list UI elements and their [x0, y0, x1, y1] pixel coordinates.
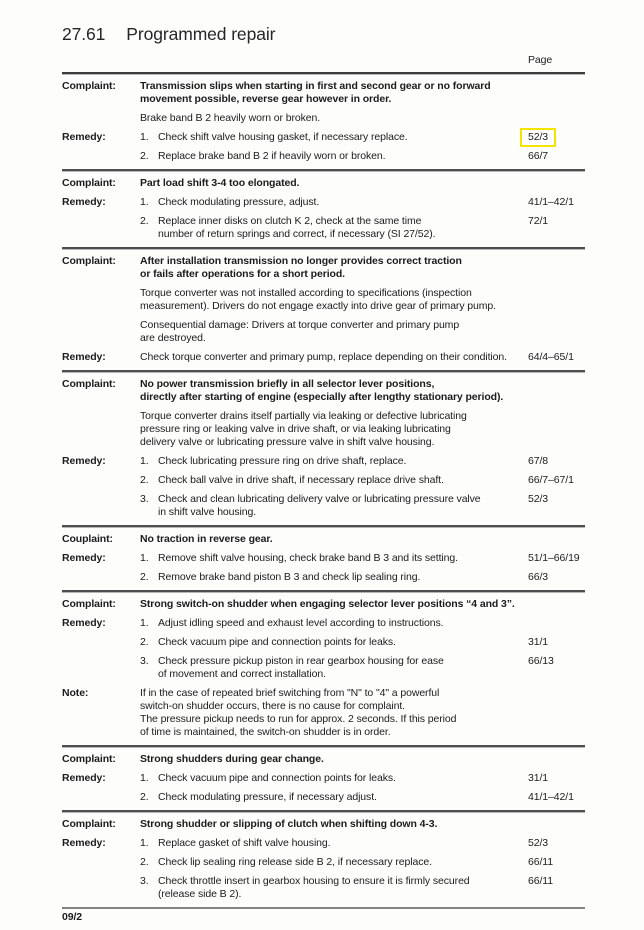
remedy-body: [140, 636, 585, 649]
remedy-text-line: Check modulating pressure, if necessary adjust.: [158, 791, 377, 803]
remedy-label: Remedy:: [62, 837, 106, 849]
remedy-body: [140, 351, 585, 364]
page-ref: 72/1: [528, 215, 549, 227]
remedy-number: 2.: [140, 571, 149, 583]
complaint-section: [62, 748, 585, 810]
remedy-label: Remedy:: [62, 131, 106, 143]
remedy-number: 1.: [140, 837, 149, 849]
page-ref: 66/11: [528, 856, 553, 868]
complaint-row: [62, 533, 585, 546]
complaint-text: [140, 753, 585, 766]
remedy-text-line: of movement and correct installation.: [158, 668, 326, 680]
remedy-body: [140, 552, 585, 565]
remedy-item: [62, 215, 585, 241]
remedy-text-line: (release side B 2).: [158, 888, 242, 900]
remedy-body: [140, 655, 585, 681]
remedy-item: [62, 131, 585, 144]
complaint-text-line: Part load shift 3-4 too elongated.: [140, 177, 300, 189]
remedy-text: [158, 474, 585, 487]
complaint-row: [62, 255, 585, 281]
complaint-section: [62, 75, 585, 169]
complaint-label: Complaint:: [62, 818, 116, 830]
remedy-body: [140, 837, 585, 850]
remedy-body: [140, 856, 585, 869]
complaint-remedy-table: [62, 75, 585, 907]
complaint-text-line: No traction in reverse gear.: [140, 533, 273, 545]
remedy-text: [158, 493, 585, 519]
cause-paragraph-row: [62, 319, 585, 345]
complaint-label: Complaint:: [62, 598, 116, 610]
remedy-number: 1.: [140, 455, 149, 467]
page-ref: 66/7–67/1: [528, 474, 574, 486]
remedy-number: 1.: [140, 552, 149, 564]
page-footer-code: 09/2: [62, 911, 83, 923]
note-text-line: of time is maintained, the switch-on shudder is in order.: [140, 726, 391, 738]
page-title: [62, 24, 585, 45]
complaint-label: Complaint:: [62, 753, 116, 765]
remedy-text-line: Check vacuum pipe and connection points for leaks.: [158, 636, 396, 648]
note-label: Note:: [62, 687, 89, 699]
remedy-body: [140, 215, 585, 241]
cause-paragraph-row: [62, 112, 585, 125]
remedy-body: [140, 875, 585, 901]
chapter-number: 27.61: [62, 24, 106, 44]
remedy-number: 2.: [140, 474, 149, 486]
remedy-item: [62, 837, 585, 850]
remedy-text: [158, 837, 585, 850]
cause-paragraph-line: Torque converter drains itself partially via leaking or defective lubricating: [140, 410, 467, 422]
remedy-text-line: Replace brake band B 2 if heavily worn or broken.: [158, 150, 386, 162]
remedy-text: [158, 772, 585, 785]
page-ref: 52/3: [528, 837, 549, 849]
page-ref: 31/1: [528, 636, 549, 648]
page-ref: 41/1–42/1: [528, 791, 574, 803]
cause-paragraph-line: pressure ring or leaking valve in drive shaft, or via leaking lubricating: [140, 423, 451, 435]
remedy-label: Remedy:: [62, 552, 106, 564]
complaint-text: [140, 818, 585, 831]
remedy-item: [62, 455, 585, 468]
chapter-title: Programmed repair: [126, 24, 276, 44]
remedy-text-line: Adjust idling speed and exhaust level according to instructions.: [158, 617, 444, 629]
complaint-row: [62, 177, 585, 190]
remedy-text: [140, 351, 585, 364]
remedy-item: [62, 474, 585, 487]
remedy-item: [62, 636, 585, 649]
complaint-text: [140, 378, 585, 404]
remedy-number: 1.: [140, 772, 149, 784]
complaint-text-line: movement possible, reverse gear however in order.: [140, 93, 392, 105]
remedy-text: [158, 791, 585, 804]
complaint-text-line: Strong shudders during gear change.: [140, 753, 324, 765]
remedy-text-line: Replace gasket of shift valve housing.: [158, 837, 331, 849]
bottom-divider: [62, 907, 585, 909]
complaint-text: [140, 177, 585, 190]
complaint-label: Complaint:: [62, 80, 116, 92]
remedy-text-line: Check ball valve in drive shaft, if necessary replace drive shaft.: [158, 474, 444, 486]
remedy-text: [158, 856, 585, 869]
page-ref: 67/8: [528, 455, 549, 467]
complaint-row: [62, 378, 585, 404]
complaint-text: [140, 255, 585, 281]
remedy-item: [62, 571, 585, 584]
cause-paragraph: [140, 410, 585, 449]
remedy-item: [62, 351, 585, 364]
complaint-label: Complaint:: [62, 378, 116, 390]
remedy-body: [140, 150, 585, 163]
remedy-body: [140, 196, 585, 209]
remedy-text-line: number of return springs and correct, if necessary (SI 27/52).: [158, 228, 436, 240]
remedy-number: 1.: [140, 131, 149, 143]
remedy-body: [140, 571, 585, 584]
cause-paragraph-row: [62, 287, 585, 313]
remedy-body: [140, 772, 585, 785]
note-text-line: If in the case of repeated brief switching from "N" to "4" a powerful: [140, 687, 440, 699]
complaint-section: [62, 813, 585, 907]
cause-paragraph-line: Brake band B 2 heavily worn or broken.: [140, 112, 321, 124]
remedy-item: [62, 196, 585, 209]
remedy-body: [140, 455, 585, 468]
complaint-text: [140, 533, 585, 546]
complaint-section: [62, 172, 585, 247]
remedy-text: [158, 617, 585, 630]
page-ref: 64/4–65/1: [528, 351, 574, 363]
remedy-text: [158, 196, 585, 209]
remedy-item: [62, 150, 585, 163]
remedy-body: [140, 474, 585, 487]
complaint-text-line: After installation transmission no longer provides correct traction: [140, 255, 462, 267]
remedy-text-line: Check throttle insert in gearbox housing to ensure it is firmly secured: [158, 875, 470, 887]
note-text-line: switch-on shudder occurs, there is no cause for complaint.: [140, 700, 405, 712]
remedy-number: 1.: [140, 196, 149, 208]
page-ref: 31/1: [528, 772, 549, 784]
remedy-body: [140, 493, 585, 519]
remedy-number: 2.: [140, 636, 149, 648]
remedy-label: Remedy:: [62, 351, 106, 363]
remedy-text: [158, 552, 585, 565]
note-text-line: The pressure pickup needs to run for approx. 2 seconds. If this period: [140, 713, 457, 725]
remedy-item: [62, 655, 585, 681]
complaint-text-line: Strong shudder or slipping of clutch when shifting down 4-3.: [140, 818, 438, 830]
cause-paragraph-line: are destroyed.: [140, 332, 206, 344]
remedy-label: Remedy:: [62, 772, 106, 784]
complaint-section: [62, 593, 585, 745]
cause-paragraph: [140, 319, 585, 345]
complaint-row: [62, 80, 585, 106]
complaint-section: [62, 250, 585, 370]
remedy-item: [62, 875, 585, 901]
note-text: [140, 687, 585, 739]
complaint-text: [140, 598, 585, 611]
complaint-section: [62, 528, 585, 590]
remedy-text: [158, 571, 585, 584]
cause-paragraph-line: delivery valve or lubricating pressure valve in shift valve housing.: [140, 436, 435, 448]
remedy-text: [158, 636, 585, 649]
complaint-row: [62, 598, 585, 611]
remedy-item: [62, 552, 585, 565]
note-row: [62, 687, 585, 739]
page-ref: 52/3: [528, 493, 549, 505]
remedy-item: [62, 772, 585, 785]
remedy-text-line: in shift valve housing.: [158, 506, 257, 518]
remedy-item: [62, 493, 585, 519]
page-ref: 66/11: [528, 875, 553, 887]
page-ref: [528, 131, 556, 144]
remedy-text-line: Check pressure pickup piston in rear gearbox housing for ease: [158, 655, 444, 667]
remedy-item: [62, 791, 585, 804]
remedy-number: 1.: [140, 617, 149, 629]
remedy-text-line: Check modulating pressure, adjust.: [158, 196, 320, 208]
remedy-number: 2.: [140, 791, 149, 803]
remedy-text: [158, 655, 585, 681]
remedy-label: Remedy:: [62, 617, 106, 629]
complaint-section: [62, 373, 585, 525]
remedy-text-line: Replace inner disks on clutch K 2, check at the same time: [158, 215, 422, 227]
page-column-header: Page: [528, 54, 553, 66]
cause-paragraph-line: Consequential damage: Drivers at torque converter and primary pump: [140, 319, 460, 331]
remedy-text-line: Check torque converter and primary pump, replace depending on their condition.: [140, 351, 507, 363]
remedy-number: 2.: [140, 215, 149, 227]
complaint-text-line: Strong switch-on shudder when engaging selector lever positions “4 and 3”.: [140, 598, 515, 610]
remedy-text: [158, 215, 585, 241]
cause-paragraph-row: [62, 410, 585, 449]
cause-paragraph: [140, 287, 585, 313]
complaint-label: Couplaint:: [62, 533, 113, 545]
remedy-item: [62, 856, 585, 869]
page-ref: 66/7: [528, 150, 549, 162]
complaint-label: Complaint:: [62, 255, 116, 267]
page-ref: 66/13: [528, 655, 554, 667]
page-ref: 51/1–66/19: [528, 552, 580, 564]
cause-paragraph: [140, 112, 585, 125]
remedy-text-line: Remove brake band piston B 3 and check lip sealing ring.: [158, 571, 421, 583]
remedy-number: 2.: [140, 856, 149, 868]
complaint-text: [140, 80, 585, 106]
remedy-label: Remedy:: [62, 196, 106, 208]
remedy-number: 3.: [140, 875, 149, 887]
remedy-number: 2.: [140, 150, 149, 162]
remedy-text-line: Check lip sealing ring release side B 2, if necessary replace.: [158, 856, 432, 868]
complaint-text-line: Transmission slips when starting in first and second gear or no forward: [140, 80, 491, 92]
remedy-body: [140, 131, 585, 144]
remedy-text-line: Remove shift valve housing, check brake band B 3 and its setting.: [158, 552, 458, 564]
remedy-text: [158, 150, 585, 163]
cause-paragraph-line: Torque converter was not installed according to specifications (inspection: [140, 287, 472, 299]
complaint-text-line: or fails after operations for a short period.: [140, 268, 345, 280]
complaint-text-line: directly after starting of engine (especially after lengthy stationary period).: [140, 391, 504, 403]
page-content: [62, 0, 585, 909]
remedy-text-line: Check and clean lubricating delivery valve or lubricating pressure valve: [158, 493, 481, 505]
remedy-label: Remedy:: [62, 455, 106, 467]
cause-paragraph-line: measurement). Drivers do not engage exactly into drive gear of primary pump.: [140, 300, 496, 312]
remedy-item: [62, 617, 585, 630]
remedy-body: [140, 617, 585, 630]
remedy-number: 3.: [140, 493, 149, 505]
remedy-body: [140, 791, 585, 804]
page-ref: 41/1–42/1: [528, 196, 574, 208]
remedy-text: [158, 875, 585, 901]
remedy-text: [158, 455, 585, 468]
complaint-label: Complaint:: [62, 177, 116, 189]
page-column-header-row: [62, 54, 585, 67]
remedy-text-line: Check vacuum pipe and connection points for leaks.: [158, 772, 396, 784]
page-ref: 66/3: [528, 571, 549, 583]
complaint-text-line: No power transmission briefly in all selector lever positions,: [140, 378, 435, 390]
remedy-text-line: Check lubricating pressure ring on drive shaft, replace.: [158, 455, 407, 467]
complaint-row: [62, 818, 585, 831]
complaint-row: [62, 753, 585, 766]
remedy-text-line: Check shift valve housing gasket, if necessary replace.: [158, 131, 408, 143]
remedy-number: 3.: [140, 655, 149, 667]
page-ref-highlight: 52/3: [520, 128, 556, 147]
